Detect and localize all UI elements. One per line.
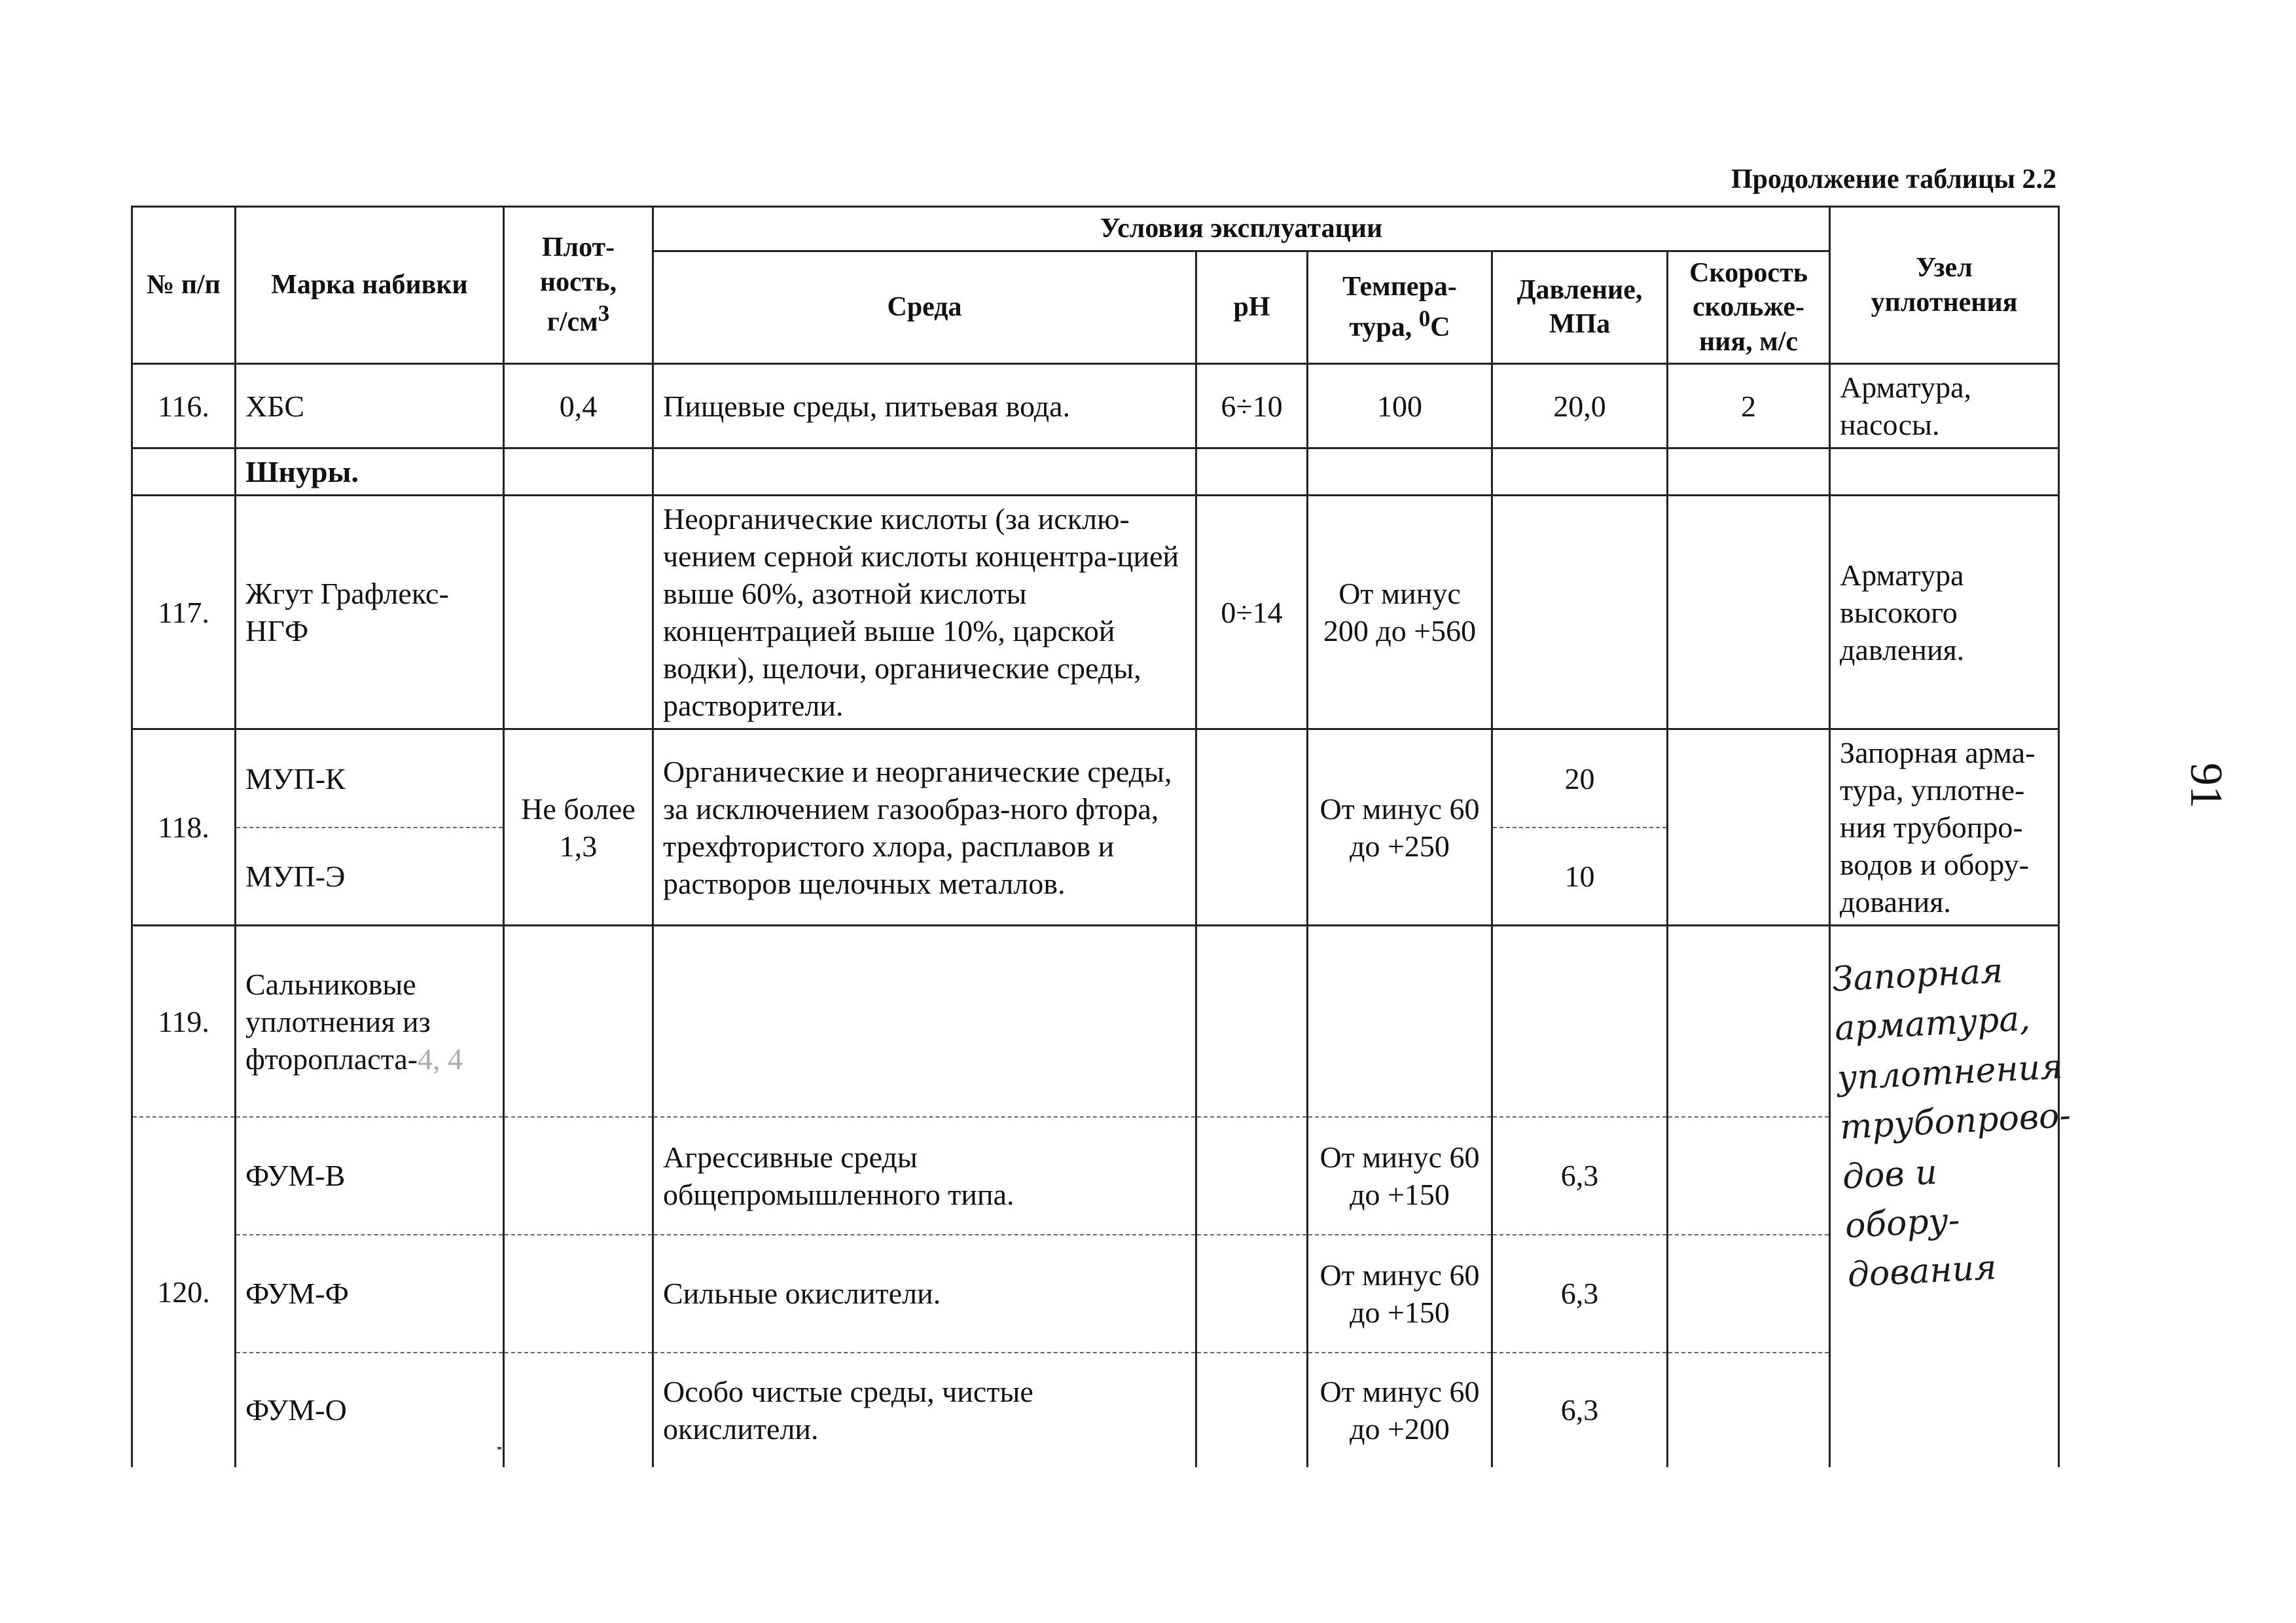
cell-ph: 0÷14: [1196, 496, 1308, 729]
section-row: [132, 448, 2059, 496]
cell-brand: ФУМ-О: [236, 1353, 504, 1467]
cell-speed: 2: [1668, 364, 1830, 448]
cell-temp: От минус 60 до +150: [1308, 1117, 1492, 1235]
cell-brand: Жгут Графлекс-НГФ: [236, 496, 504, 729]
cell-unit: Запорная арма-тура, уплотне-ния трубопро-водов и обору-дования.: [1830, 729, 2059, 926]
cell-temp: От минус 60 до +250: [1308, 729, 1492, 926]
cell-temp: От минус 60 до +200: [1308, 1353, 1492, 1467]
handwritten-note: Запорная арматура, уплотнения трубопрово-дов и обору-дования: [1831, 951, 2072, 1296]
cell-pressure: 20,0: [1492, 364, 1668, 448]
header-density: Плот-ность, $г/см^3$: [504, 207, 653, 364]
cell-pressure: 6,3: [1492, 1235, 1668, 1353]
cell-num: 118.: [132, 729, 236, 926]
cell-num: 120.: [132, 1117, 236, 1467]
cell-pressure: 20: [1492, 729, 1668, 828]
table-row: [132, 364, 2059, 448]
table-row: [132, 1235, 2059, 1353]
table-row: [132, 926, 2059, 1117]
table-row: [132, 729, 2059, 828]
cell-unit-handwritten: [1830, 926, 2072, 1353]
cell-brand: МУП-Э: [236, 828, 504, 926]
cell-brand: ХБС: [236, 364, 504, 448]
cell-medium: Сильные окислители.: [653, 1235, 1196, 1353]
page-number: 91: [2181, 763, 2231, 809]
section-title: Шнуры.: [236, 448, 504, 496]
cell-pressure: 10: [1492, 828, 1668, 926]
cell-num: 117.: [132, 496, 236, 729]
header-unit: Узел уплотнения: [1830, 207, 2059, 364]
header-brand: Марка набивки: [236, 207, 504, 364]
packing-table: [131, 206, 2072, 1467]
cell-num: 119.: [132, 926, 236, 1117]
header-temp: Темпера-тура, $^0$С: [1308, 251, 1492, 364]
cell-brand: Сальниковые уплотнения из фторопласта-4, 4: [236, 926, 504, 1117]
scan-speck: [497, 1447, 501, 1450]
cell-unit: Арматура, насосы.: [1830, 364, 2059, 448]
cell-ph: 6÷10: [1196, 364, 1308, 448]
cell-density: 0,4: [504, 364, 653, 448]
table-row: [132, 1353, 2059, 1467]
cell-brand: ФУМ-Ф: [236, 1235, 504, 1353]
header-medium: Среда: [653, 251, 1196, 364]
table-caption: Продолжение таблицы 2.2: [1731, 164, 2056, 194]
cell-brand: ФУМ-В: [236, 1117, 504, 1235]
header-pressure: Давление, МПа: [1492, 251, 1668, 364]
cell-temp: От минус 60 до +150: [1308, 1235, 1492, 1353]
cell-temp: 100: [1308, 364, 1492, 448]
header-num: № п/п: [132, 207, 236, 364]
cell-temp: От минус 200 до +560: [1308, 496, 1492, 729]
cell-medium: Пищевые среды, питьевая вода.: [653, 364, 1196, 448]
header-speed: Скорость скольже-ния, м/с: [1668, 251, 1830, 364]
cell-brand: МУП-К: [236, 729, 504, 828]
header-conditions: Условия эксплуатации: [653, 207, 1830, 251]
cell-medium: Органические и неорганические среды, за исключением газообраз-ного фтора, трехфтористого хлора, расплавов и растворов щелочных металлов.: [653, 729, 1196, 926]
header-ph: pH: [1196, 251, 1308, 364]
cell-pressure: 6,3: [1492, 1353, 1668, 1467]
table-row: [132, 496, 2059, 729]
cell-unit: Арматура высокого давления.: [1830, 496, 2059, 729]
cell-medium: Особо чистые среды, чистые окислители.: [653, 1353, 1196, 1467]
cell-pressure: 6,3: [1492, 1117, 1668, 1235]
table-row: [132, 1117, 2059, 1235]
cell-num: 116.: [132, 364, 236, 448]
cell-medium: Агрессивные среды общепромышленного типа.: [653, 1117, 1196, 1235]
cell-density: Не более 1,3: [504, 729, 653, 926]
cell-medium: Неорганические кислоты (за исклю-чением серной кислоты концентра-цией выше 60%, азотной кислоты концентрацией выше 10%, царской водки), щелочи, органические среды, растворители.: [653, 496, 1196, 729]
